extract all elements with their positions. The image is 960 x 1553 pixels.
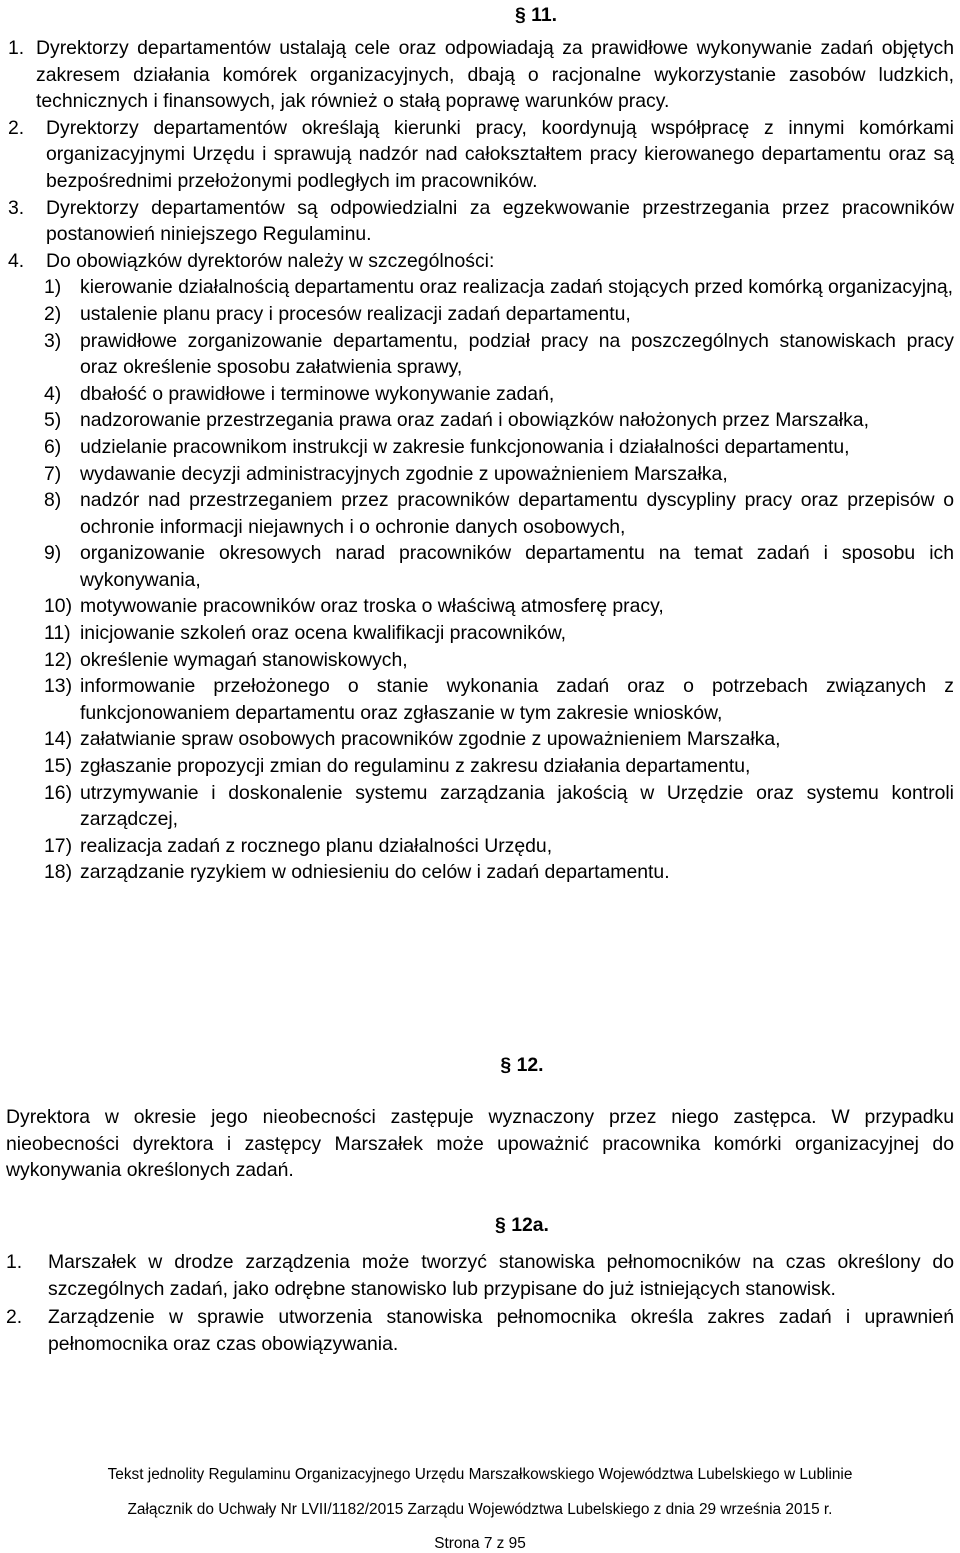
list-item (8, 248, 954, 886)
page-number: Strona 7 z 95 (434, 1535, 526, 1552)
item-number: 1. (8, 37, 25, 59)
duty-text: informowanie przełożonego o stanie wykonania zadań oraz o potrzebach związanych z funkcjonowaniem departamentu oraz zgłaszanie w tym zakresie wniosków, (80, 675, 954, 724)
duty-number: 12) (44, 648, 73, 671)
duty-number: 14) (44, 728, 73, 751)
footer-line-1: Tekst jednolity Regulaminu Organizacyjnego Urzędu Marszałkowskiego Województwa Lubelskiego w Lublinie (107, 1466, 853, 1483)
item-number: 2. (6, 1306, 23, 1329)
duty-number: 16) (44, 781, 73, 804)
duty-item (44, 780, 954, 833)
duty-text: prawidłowe zorganizowanie departamentu, podział pracy na poszczególnych stanowiskach pracy oraz określenie sposobu załatwienia sprawy, (80, 329, 954, 379)
item-text: Dyrektorzy departamentów są odpowiedzialni za egzekwowanie przestrzegania przez pracowników postanowień niniejszego Regulaminu. (46, 196, 954, 246)
duty-number: 5) (44, 409, 62, 432)
duty-item (44, 328, 954, 381)
section-12a-heading: § 12a. (495, 1214, 549, 1236)
duty-item (44, 620, 954, 647)
duty-text: określenie wymagań stanowiskowych, (80, 648, 408, 671)
duty-text: zgłaszanie propozycji zmian do regulaminu z zakresu działania departamentu, (80, 755, 751, 778)
duty-item (44, 540, 954, 593)
section-12-text: Dyrektora w okresie jego nieobecności zastępuje wyznaczony przez niego zastępca. W przypadku nieobecności dyrektora i zastępcy Marszałek może upoważnić pracownika komórki organizacyjnej do wykonywania określonych zadań. (6, 1106, 954, 1182)
item-text: Marszałek w drodze zarządzenia może tworzyć stanowiska pełnomocników na czas określony do szczególnych zadań, jako odrębne stanowisko lub przypisane do już istniejących stanowisk. (48, 1251, 954, 1300)
duty-item (44, 593, 954, 620)
duty-number: 2) (44, 302, 62, 325)
item-number: 4. (8, 249, 25, 272)
duty-number: 13) (44, 675, 73, 698)
duty-number: 17) (44, 834, 73, 857)
duty-item (44, 461, 954, 488)
section-12 (6, 1052, 954, 1184)
section-12a (6, 1212, 954, 1357)
item-number: 2. (8, 116, 25, 139)
duty-item (44, 274, 954, 301)
section-12-heading: § 12. (500, 1054, 544, 1076)
duty-number: 8) (44, 489, 62, 512)
duty-number: 4) (44, 382, 62, 405)
footer-line-2: Załącznik do Uchwały Nr LVII/1182/2015 Zarządu Województwa Lubelskiego z dnia 29 września 2015 r. (127, 1501, 833, 1518)
item-text: Dyrektorzy departamentów ustalają cele oraz odpowiadają za prawidłowe wykonywanie zadań objętych zakresem działania komórek organizacyjnych, dbają o racjonalne wykorzystanie zasobów ludzkich, technicznych i finansowych, jak również o stałą poprawę warunków pracy. (36, 37, 954, 113)
duty-text: udzielanie pracownikom instrukcji w zakresie funkcjonowania i działalności departamentu, (80, 435, 850, 458)
section-11-list (8, 35, 954, 886)
duty-item (44, 753, 954, 780)
duty-text: utrzymywanie i doskonalenie systemu zarządzania jakością w Urzędzie oraz systemu kontroli zarządczej, (80, 781, 954, 831)
duty-text: załatwianie spraw osobowych pracowników zgodnie z upoważnieniem Marszałka, (80, 728, 781, 751)
duty-text: motywowanie pracowników oraz troska o właściwą atmosferę pracy, (80, 595, 664, 618)
section-12a-list (6, 1249, 954, 1357)
duty-number: 1) (44, 276, 62, 299)
duty-number: 9) (44, 542, 62, 565)
duty-number: 11) (44, 622, 71, 645)
list-item (6, 1304, 954, 1357)
duty-number: 7) (44, 462, 62, 485)
item-text: Do obowiązków dyrektorów należy w szczególności: (46, 249, 495, 272)
duty-number: 10) (44, 595, 73, 618)
duty-text: inicjowanie szkoleń oraz ocena kwalifikacji pracowników, (80, 622, 567, 645)
duty-text: nadzór nad przestrzeganiem przez pracowników departamentu dyscypliny pracy oraz przepisów o ochronie informacji niejawnych i o ochronie danych osobowych, (80, 489, 954, 538)
duty-item (44, 434, 954, 461)
duty-text: realizacja zadań z rocznego planu działalności Urzędu, (80, 834, 553, 857)
item-number: 3. (8, 196, 25, 219)
list-item (8, 115, 954, 195)
duty-item (44, 833, 954, 860)
duty-item (44, 673, 954, 726)
list-item (6, 1249, 954, 1302)
duty-text: zarządzanie ryzykiem w odniesieniu do celów i zadań departamentu. (80, 861, 670, 884)
item-number: 1. (6, 1251, 23, 1273)
list-item (8, 195, 954, 248)
item-text: Dyrektorzy departamentów określają kierunki pracy, koordynują współpracę z innymi komórkami organizacyjnymi Urzędu i sprawują nadzór nad całokształtem pracy kierowanego departamentu oraz są bezpośrednimi przełożonymi podległych im pracowników. (46, 116, 954, 192)
duty-item (44, 301, 954, 328)
list-item (8, 35, 954, 115)
section-11-heading: § 11. (514, 4, 558, 26)
duty-text: organizowanie okresowych narad pracowników departamentu na temat zadań i sposobu ich wykonywania, (80, 542, 954, 591)
duty-item (44, 381, 954, 408)
duty-item (44, 726, 954, 753)
duty-item (44, 487, 954, 540)
duty-number: 3) (44, 329, 62, 352)
duty-text: wydawanie decyzji administracyjnych zgodnie z upoważnieniem Marszałka, (80, 462, 728, 485)
duty-number: 18) (44, 861, 73, 884)
duty-item (44, 647, 954, 674)
duty-number: 6) (44, 435, 62, 458)
duty-item (44, 407, 954, 434)
item-text: Zarządzenie w sprawie utworzenia stanowiska pełnomocnika określa zakres zadań i uprawnień pełnomocnika oraz czas obowiązywania. (48, 1306, 954, 1355)
duties-list (44, 274, 954, 886)
duty-text: ustalenie planu pracy i procesów realizacji zadań departamentu, (80, 302, 631, 325)
duty-text: nadzorowanie przestrzegania prawa oraz zadań i obowiązków nałożonych przez Marszałka, (80, 409, 869, 432)
duty-text: kierowanie działalnością departamentu oraz realizacja zadań stojących przed komórką organizacyjną, (80, 276, 954, 299)
duty-number: 15) (44, 755, 73, 778)
section-11 (8, 2, 954, 886)
duty-item (44, 859, 954, 886)
duty-text: dbałość o prawidłowe i terminowe wykonywanie zadań, (80, 382, 555, 405)
